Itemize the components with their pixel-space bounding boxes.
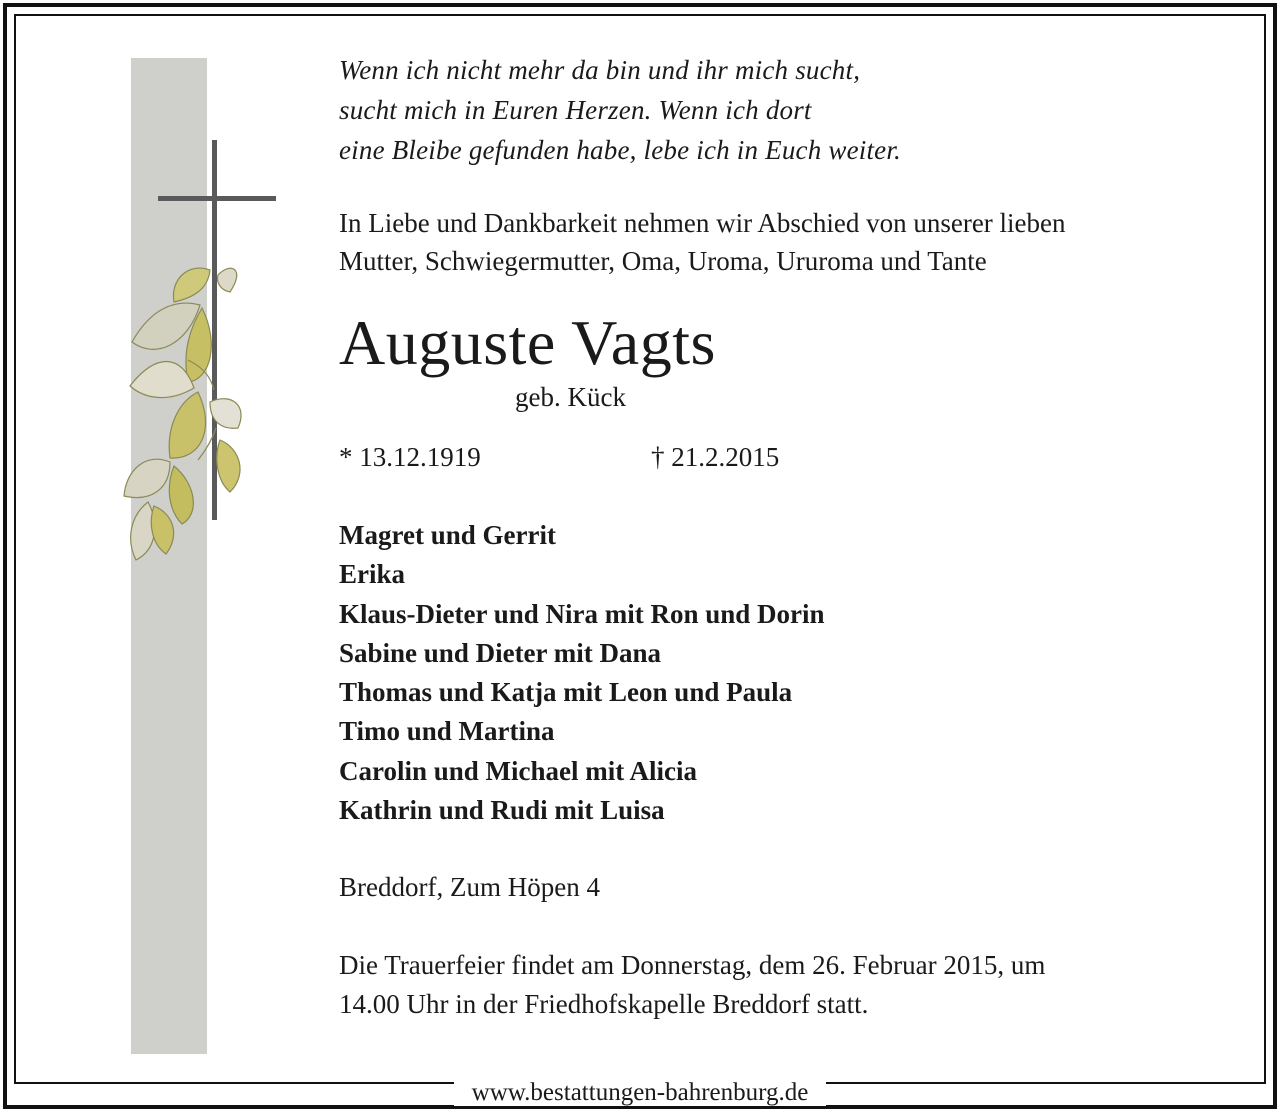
intro-line: In Liebe und Dankbarkeit nehmen wir Abschied von unserer lieben xyxy=(339,208,1066,238)
family-member: Carolin und Michael mit Alicia xyxy=(339,755,698,786)
deceased-name: Auguste Vagts xyxy=(339,307,716,378)
address: Breddorf, Zum Höpen 4 xyxy=(339,872,600,903)
intro-line: Mutter, Schwiegermutter, Oma, Uroma, Ururoma und Tante xyxy=(339,246,987,276)
family-list xyxy=(339,516,1239,830)
service-line: Die Trauerfeier findet am Donnerstag, dem 26. Februar 2015, um xyxy=(339,950,1046,981)
family-member: Thomas und Katja mit Leon und Paula xyxy=(339,677,793,708)
birth-date: * 13.12.1919 xyxy=(339,442,481,472)
footer xyxy=(0,1078,1280,1108)
intro-text xyxy=(339,204,1239,280)
family-member: Erika xyxy=(339,559,406,590)
life-dates xyxy=(339,438,1239,476)
family-member: Kathrin und Rudi mit Luisa xyxy=(339,795,665,826)
poem-line: eine Bleibe gefunden habe, lebe ich in Euch weiter. xyxy=(339,135,902,165)
family-member: Timo und Martina xyxy=(339,716,555,747)
poem-line: sucht mich in Euren Herzen. Wenn ich dort xyxy=(339,95,812,125)
poem xyxy=(339,50,1239,170)
ivy-leaves-icon xyxy=(124,268,241,560)
death-date: † 21.2.2015 xyxy=(651,442,780,472)
birth-name: geb. Kück xyxy=(515,382,626,412)
family-member: Klaus-Dieter und Nira mit Ron und Dorin xyxy=(339,598,825,629)
obituary-content xyxy=(339,50,1239,1024)
cross-with-ivy-icon xyxy=(70,130,290,580)
service-line: 14.00 Uhr in der Friedhofskapelle Breddorf statt. xyxy=(339,989,869,1020)
website-link[interactable]: www.bestattungen-bahrenburg.de xyxy=(454,1079,827,1106)
family-member: Magret und Gerrit xyxy=(339,520,556,550)
service-info xyxy=(339,946,1239,1024)
family-member: Sabine und Dieter mit Dana xyxy=(339,637,662,668)
poem-line: Wenn ich nicht mehr da bin und ihr mich sucht, xyxy=(339,55,861,85)
